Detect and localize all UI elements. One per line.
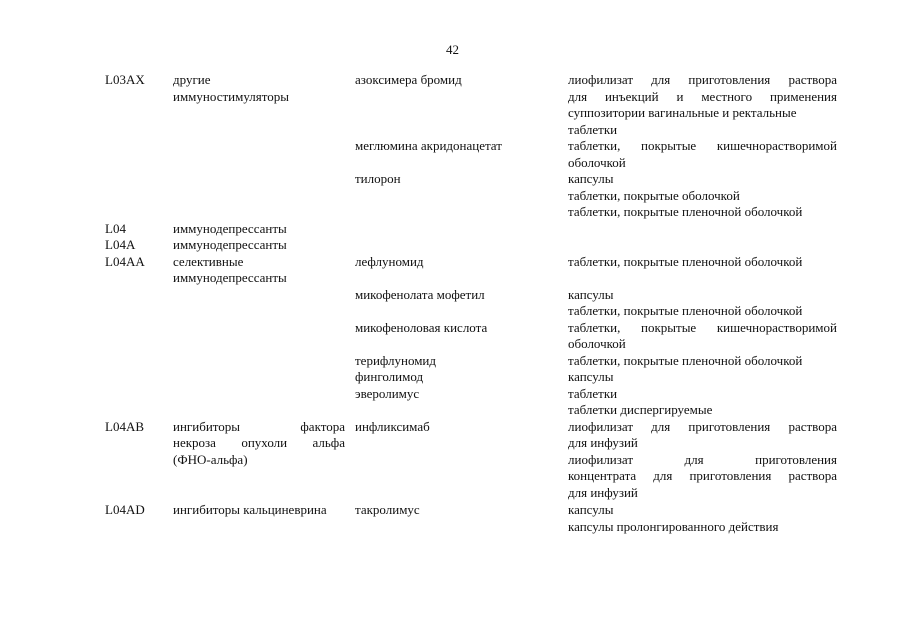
group-name: ингибиторы кальциневрина [173, 502, 327, 517]
drug-name: тилорон [355, 171, 401, 186]
atc-code: L04 [105, 220, 126, 236]
dosage-form: для инфузий [568, 435, 638, 450]
dosage-form: для инъекций и местного применения [568, 88, 837, 104]
dosage-form: капсулы [568, 502, 614, 517]
dosage-form: лиофилизат для приготовления раствора [568, 418, 837, 434]
dosage-form: лиофилизат для приготовления раствора [568, 72, 837, 87]
drug-name: микофеноловая кислота [355, 319, 488, 335]
dosage-form: таблетки, покрытые оболочкой [568, 187, 740, 203]
drug-name: меглюмина акридонацетат [355, 138, 502, 153]
dosage-form: таблетки диспергируемые [568, 402, 713, 417]
group-name: селективные [173, 253, 244, 269]
group-name: другие [173, 72, 211, 87]
drug-name: финголимод [355, 369, 424, 384]
dosage-form: для инфузий [568, 484, 638, 500]
page-number: 42 [446, 42, 459, 57]
dosage-form: таблетки, покрытые пленочной оболочкой [568, 253, 803, 269]
group-name: иммунодепрессанты [173, 270, 287, 285]
drug-name: эверолимус [355, 385, 420, 401]
dosage-form: лиофилизат для приготовления [568, 451, 837, 467]
group-name: ингибиторы фактора [173, 418, 345, 434]
group-name: иммунодепрессанты [173, 220, 287, 236]
group-name: иммунодепрессанты [173, 237, 287, 252]
atc-code: L04AA [105, 253, 145, 269]
dosage-form: капсулы пролонгированного действия [568, 518, 779, 534]
group-name: (ФНО-альфа) [173, 451, 248, 467]
dosage-form: суппозитории вагинальные и ректальные [568, 105, 797, 120]
dosage-form: таблетки, покрытые пленочной оболочкой [568, 352, 803, 368]
dosage-form: таблетки [568, 121, 618, 137]
group-name: иммуностимуляторы [173, 88, 289, 104]
atc-code: L04AD [105, 502, 145, 517]
dosage-form: концентрата для приготовления раствора [568, 468, 837, 483]
atc-code: L03AX [105, 72, 145, 87]
dosage-form: таблетки, покрытые пленочной оболочкой [568, 303, 803, 318]
dosage-form: таблетки, покрытые пленочной оболочкой [568, 204, 803, 219]
dosage-form: оболочкой [568, 336, 626, 351]
drug-name: инфликсимаб [355, 418, 430, 434]
drug-name: терифлуномид [355, 352, 437, 368]
dosage-form: оболочкой [568, 154, 626, 170]
dosage-form: таблетки, покрытые кишечнорастворимой [568, 319, 837, 335]
drug-name: лефлуномид [355, 253, 424, 269]
atc-code: L04AB [105, 418, 144, 434]
drug-name: микофенолата мофетил [355, 286, 485, 302]
drug-name: такролимус [355, 502, 420, 517]
dosage-form: капсулы [568, 369, 614, 384]
drug-name: азоксимера бромид [355, 72, 462, 87]
group-name: некроза опухоли альфа [173, 435, 345, 450]
dosage-form: таблетки [568, 385, 618, 401]
dosage-form: капсулы [568, 286, 614, 302]
dosage-form: капсулы [568, 171, 614, 186]
atc-code: L04A [105, 237, 136, 252]
dosage-form: таблетки, покрытые кишечнорастворимой [568, 138, 837, 153]
